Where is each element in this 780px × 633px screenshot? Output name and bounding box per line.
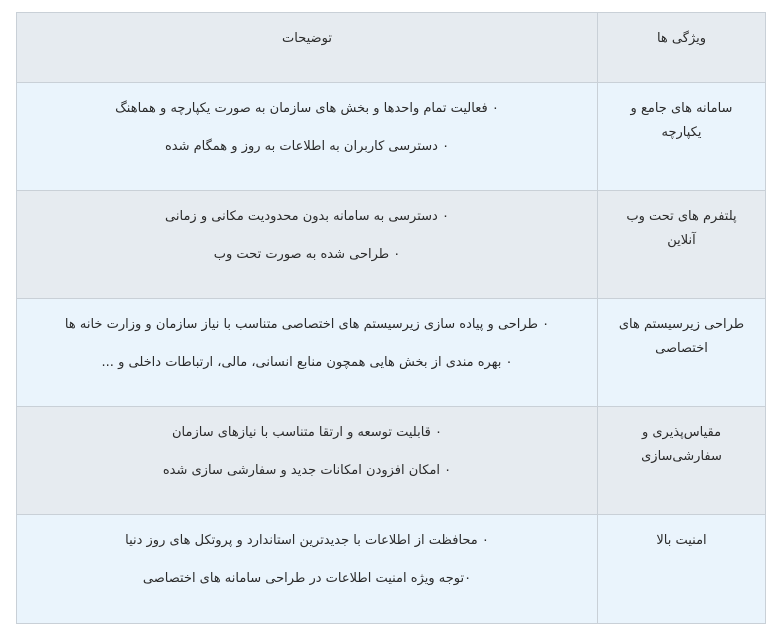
table-row — [17, 299, 766, 407]
description-line: ۰ طراحی شده به صورت تحت وب — [213, 247, 401, 262]
description-line: ۰ بهره مندی از بخش هایی همچون منابع انسانی، مالی، ارتباطات داخلی و ... — [101, 355, 513, 370]
header-description: توضیحات — [17, 13, 598, 83]
features-table — [16, 12, 766, 624]
description-line: ۰ دسترسی کاربران به اطلاعات به روز و همگام شده — [164, 139, 450, 154]
description-line: ۰ محافظت از اطلاعات با جدیدترین استاندارد و پروتکل های روز دنیا — [125, 533, 489, 548]
description-line: ۰ طراحی و پیاده سازی زیرسیستم های اختصاصی متناسب با نیاز سازمان و وزارت خانه ها — [64, 317, 550, 332]
description-line: ۰ فعالیت تمام واحدها و بخش های سازمان به صورت یکپارچه و هماهنگ — [115, 101, 499, 116]
description-line: ۰ امکان افزودن امکانات جدید و سفارشی سازی شده — [162, 463, 452, 478]
table-row — [17, 407, 766, 515]
feature-cell: مقیاس‌پذیری و سفارشی‌سازی — [598, 407, 766, 515]
description-cell — [17, 191, 598, 299]
description-line: ۰توجه ویژه امنیت اطلاعات در طراحی سامانه های اختصاصی — [142, 571, 472, 586]
feature-cell: طراحی زیرسیستم های اختصاصی — [598, 299, 766, 407]
description-cell — [17, 515, 598, 624]
features-table-wrapper — [16, 12, 765, 624]
header-feature: ویژگی ها — [598, 13, 766, 83]
description-line: ۰ قابلیت توسعه و ارتقا متناسب با نیازهای سازمان — [172, 425, 442, 440]
feature-cell: سامانه های جامع و یکپارچه — [598, 83, 766, 191]
feature-cell: امنیت بالا — [598, 515, 766, 624]
feature-cell: پلتفرم های تحت وب آنلاین — [598, 191, 766, 299]
table-row — [17, 191, 766, 299]
description-cell — [17, 83, 598, 191]
description-line: ۰ دسترسی به سامانه بدون محدودیت مکانی و زمانی — [165, 209, 449, 224]
table-row — [17, 515, 766, 624]
table-header-row — [17, 13, 766, 83]
table-row — [17, 83, 766, 191]
description-cell — [17, 407, 598, 515]
description-cell — [17, 299, 598, 407]
